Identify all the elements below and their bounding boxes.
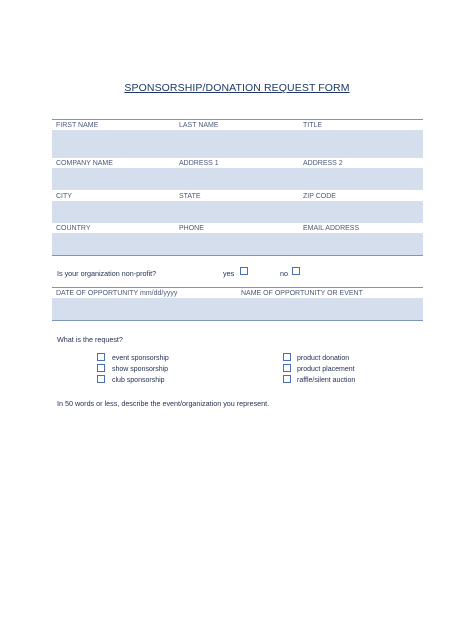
country-section [52,223,423,256]
nonprofit-no-label: no [280,269,288,278]
city-section [52,191,423,223]
name-of-opportunity-label: NAME OF OPPORTUNITY OR EVENT [241,290,363,297]
company-section [52,158,423,190]
zip-code-label: ZIP CODE [303,193,336,200]
opportunity-field[interactable] [52,298,423,320]
divider [52,320,423,321]
divider [52,255,423,256]
city-label: CITY [56,193,72,200]
company-field[interactable] [52,168,423,190]
product-placement-checkbox[interactable] [283,364,291,372]
country-input[interactable] [52,233,423,255]
last-name-label: LAST NAME [179,122,219,129]
phone-label: PHONE [179,225,204,232]
state-label: STATE [179,193,201,200]
email-address-label: EMAIL ADDRESS [303,225,360,232]
nonprofit-no-checkbox[interactable] [292,267,300,275]
describe-prompt: In 50 words or less, describe the event/organization you represent. [57,399,270,408]
name-field[interactable] [52,130,423,158]
opportunity-input[interactable] [52,298,423,320]
request-question: What is the request? [57,335,123,344]
nonprofit-question: Is your organization non-profit? [57,269,157,278]
address-1-label: ADDRESS 1 [179,160,219,167]
nonprofit-yes-label: yes [223,269,235,278]
raffle-silent-auction-checkbox[interactable] [283,375,291,383]
product-donation-label: product donation [297,355,350,362]
show-sponsorship-checkbox[interactable] [97,364,105,372]
club-sponsorship-label: club sponsorship [112,377,165,384]
event-sponsorship-label: event sponsorship [112,355,169,362]
address-2-label: ADDRESS 2 [303,160,343,167]
opportunity-section [52,287,423,321]
nonprofit-yes-checkbox[interactable] [240,267,248,275]
product-donation-checkbox[interactable] [283,353,291,361]
company-input[interactable] [52,168,423,190]
city-input[interactable] [52,201,423,223]
first-name-label: FIRST NAME [56,122,99,129]
country-label: COUNTRY [56,225,91,232]
product-placement-label: product placement [297,366,355,373]
name-section [52,119,423,158]
date-of-opportunity-label: DATE OF OPPORTUNITY mm/dd/yyyy [56,290,178,297]
show-sponsorship-label: show sponsorship [112,366,169,373]
raffle-silent-auction-label: raffle/silent auction [297,377,356,384]
name-input[interactable] [52,130,423,158]
event-sponsorship-checkbox[interactable] [97,353,105,361]
city-field[interactable] [52,201,423,223]
page-title: SPONSORSHIP/DONATION REQUEST FORM [124,82,350,94]
company-name-label: COMPANY NAME [56,160,113,167]
country-field[interactable] [52,233,423,255]
title-label: TITLE [303,122,323,129]
club-sponsorship-checkbox[interactable] [97,375,105,383]
